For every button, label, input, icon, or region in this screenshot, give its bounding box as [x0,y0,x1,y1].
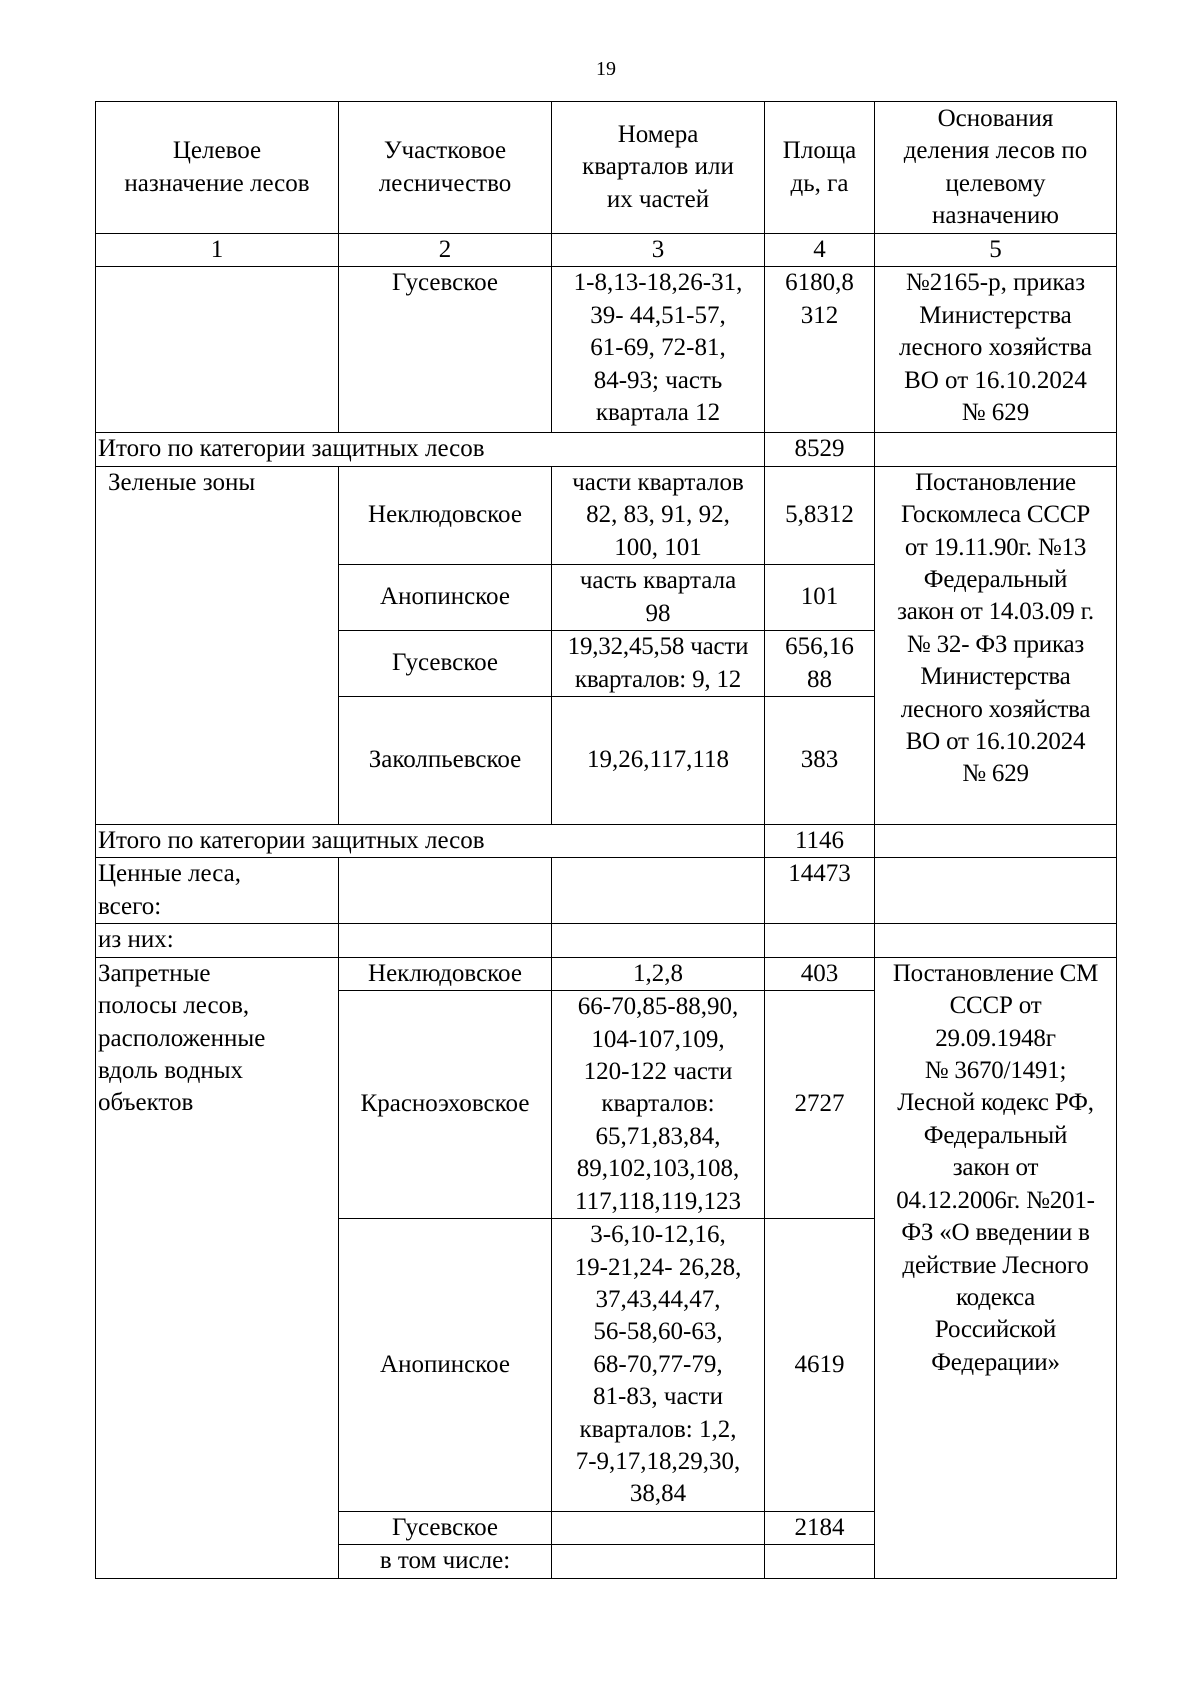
quarters-cell [552,1511,765,1544]
column-number: 3 [552,234,765,267]
quarters-cell: части кварталов 82, 83, 91, 92, 100, 101 [552,466,765,564]
table-row [96,267,1117,433]
area-cell: 14473 [765,858,875,924]
forest-purpose-table [95,101,1117,1579]
quarters-cell: 66-70,85-88,90, 104-107,109, 120-122 части кварталов: 65,71,83,84, 89,102,103,108, 117,118,119,123 [552,991,765,1219]
column-number: 4 [765,234,875,267]
district-cell [339,858,552,924]
area-cell: 4619 [765,1219,875,1512]
quarters-cell: 1,2,8 [552,957,765,990]
area-cell [765,924,875,957]
basis-cell [875,433,1117,466]
quarters-cell [552,924,765,957]
area-cell: 656,16 88 [765,631,875,697]
district-cell: Гусевское [339,267,552,433]
quarters-cell: часть квартала 98 [552,565,765,631]
district-cell: Гусевское [339,631,552,697]
area-cell: 2184 [765,1511,875,1544]
header-basis: Основания деления лесов по целевому назначению [875,102,1117,234]
quarters-cell: 3-6,10-12,16, 19-21,24- 26,28, 37,43,44,47, 56-58,60-63, 68-70,77-79, 81-83, части кварталов: 1,2, 7-9,17,18,29,30, 38,84 [552,1219,765,1512]
page-number: 19 [596,58,616,80]
district-cell: Неклюдовское [339,957,552,990]
area-cell: 2727 [765,991,875,1219]
category-cell: из них: [96,924,339,957]
district-cell: Неклюдовское [339,466,552,564]
table-row [96,924,1117,957]
total-row [96,433,1117,466]
area-cell: 101 [765,565,875,631]
category-cell: Запретные полосы лесов, расположенные вдоль водных объектов [96,957,339,1578]
column-number: 2 [339,234,552,267]
quarters-cell [552,1545,765,1578]
header-quarters: Номера кварталов или их частей [552,102,765,234]
header-purpose: Целевое назначение лесов [96,102,339,234]
quarters-cell [552,858,765,924]
quarters-cell: 19,32,45,58 части кварталов: 9, 12 [552,631,765,697]
header-area: Площа дь, га [765,102,875,234]
area-cell: 383 [765,697,875,825]
category-cell: Зеленые зоны [96,466,339,824]
district-cell [339,924,552,957]
district-cell: Анопинское [339,1219,552,1512]
district-cell: Анопинское [339,565,552,631]
basis-cell: Постановление СМ СССР от 29.09.1948г № 3670/1491; Лесной кодекс РФ, Федеральный закон от 04.12.2006г. №201- ФЗ «О введении в действие Лесного кодекса Российской Федерации» [875,957,1117,1578]
basis-cell [875,825,1117,858]
total-label: Итого по категории защитных лесов [96,825,765,858]
area-cell: 5,8312 [765,466,875,564]
district-cell: Гусевское [339,1511,552,1544]
district-cell: Красноэховское [339,991,552,1219]
category-cell: Ценные леса, всего: [96,858,339,924]
district-cell: Заколпьевское [339,697,552,825]
column-number: 1 [96,234,339,267]
total-row [96,825,1117,858]
area-cell [765,1545,875,1578]
header-district: Участковое лесничество [339,102,552,234]
basis-cell [875,858,1117,924]
table-row [96,858,1117,924]
basis-cell [875,924,1117,957]
total-area: 1146 [765,825,875,858]
table-row [96,466,1117,564]
total-area: 8529 [765,433,875,466]
district-cell: в том числе: [339,1545,552,1578]
total-label: Итого по категории защитных лесов [96,433,765,466]
table-row [96,957,1117,990]
purpose-cell [96,267,339,433]
area-cell: 403 [765,957,875,990]
header-row [96,102,1117,234]
column-number-row [96,234,1117,267]
quarters-cell: 19,26,117,118 [552,697,765,825]
area-cell: 6180,8 312 [765,267,875,433]
basis-cell: №2165-р, приказ Министерства лесного хозяйства ВО от 16.10.2024 № 629 [875,267,1117,433]
basis-cell: Постановление Госкомлеса СССР от 19.11.90г. №13 Федеральный закон от 14.03.09 г. № 32- ФЗ приказ Министерства лесного хозяйства ВО от 16.10.2024 № 629 [875,466,1117,824]
quarters-cell: 1-8,13-18,26-31, 39- 44,51-57, 61-69, 72-81, 84-93; часть квартала 12 [552,267,765,433]
column-number: 5 [875,234,1117,267]
